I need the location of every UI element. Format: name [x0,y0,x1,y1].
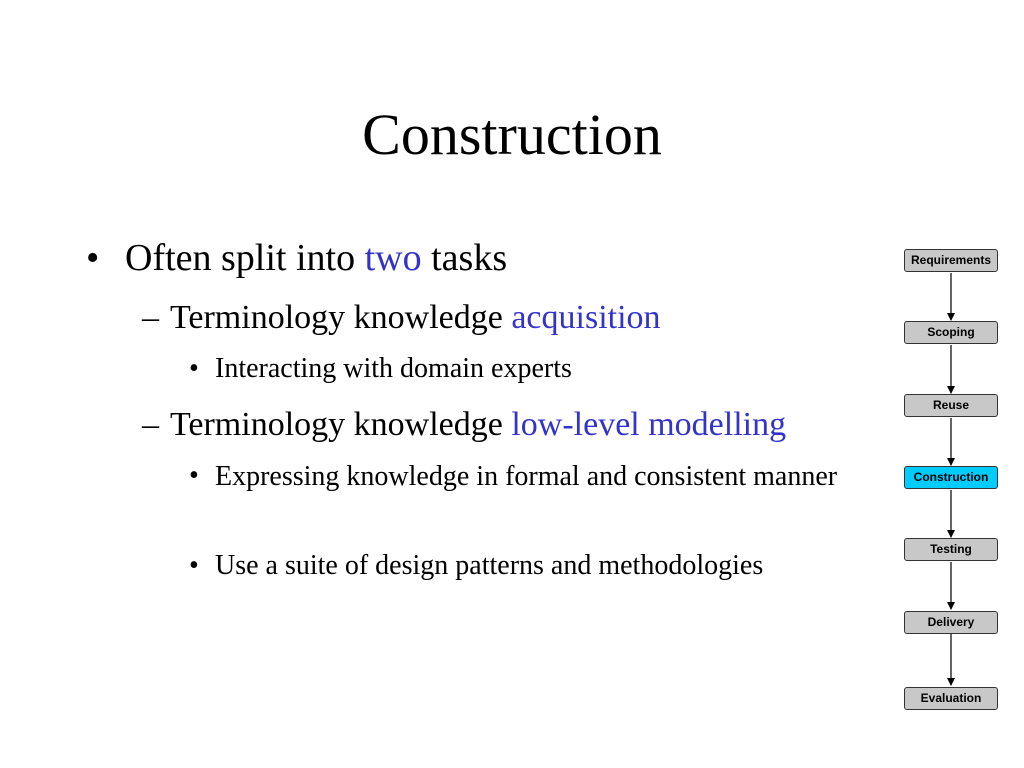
slide-title: Construction [362,102,662,167]
bullet-marker-small: • [189,460,199,491]
step-testing: Testing [904,538,998,561]
sub-bullet-marker: – [142,406,159,443]
highlight-low-level-modelling: low-level modelling [511,406,787,443]
bullet-text: Often split into [125,237,365,279]
sub-bullet-text: Terminology knowledge [170,406,512,443]
bullet-marker-small: • [189,353,199,384]
item-design-patterns: Use a suite of design patterns and methodologies [215,550,764,581]
step-evaluation: Evaluation [904,687,998,710]
bullet-marker-small: • [189,550,199,581]
sub-bullet-marker: – [142,299,159,336]
step-scoping: Scoping [904,321,998,344]
sub-bullet-text: Terminology knowledge [170,299,512,336]
bullet-text-end: tasks [421,237,508,279]
step-delivery: Delivery [904,611,998,634]
step-requirements: Requirements [904,249,998,272]
item-interacting: Interacting with domain experts [215,353,572,384]
step-reuse: Reuse [904,394,998,417]
item-expressing: Expressing knowledge in formal and consistent manner [215,461,838,492]
bullet-marker: • [86,237,100,279]
step-construction-current: Construction [904,466,998,489]
highlight-acquisition: acquisition [511,299,661,336]
highlight-two: two [364,237,422,279]
